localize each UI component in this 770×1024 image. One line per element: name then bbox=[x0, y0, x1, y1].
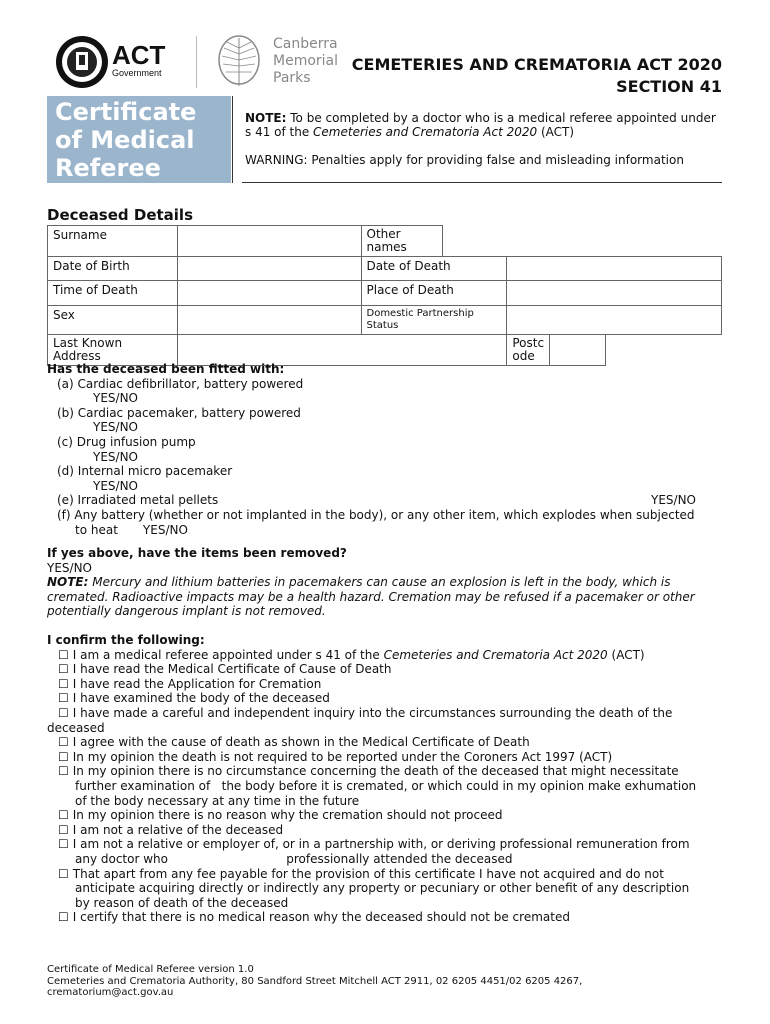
confirm-title: I confirm the following: bbox=[47, 633, 205, 647]
confirm-item bbox=[47, 764, 727, 779]
removed-note: NOTE: Mercury and lithium batteries in pacemakers can cause an explosion is left in the body, which is cremated. Radioactive impacts may be a health hazard. Cremation may be refused if a pacemaker or other potentially dangerous implant is not removed. bbox=[47, 575, 695, 619]
cert-title-line-2: of Medical bbox=[55, 126, 195, 154]
checkbox-icon[interactable]: ☐ bbox=[58, 691, 69, 706]
confirm-item-cont: by reason of death of the deceased bbox=[75, 895, 289, 910]
confirm-item-cont: anticipate acquiring directly or indirectly any property or pecuniary or other benefit of any description bbox=[75, 881, 690, 896]
fitted-item-e-answer[interactable]: YES/NO bbox=[651, 493, 696, 508]
fitted-item-f-cont: to heat YES/NO bbox=[75, 522, 188, 537]
act-logo-sub: Government bbox=[112, 68, 162, 78]
confirm-item-text: I am not a relative of the deceased bbox=[72, 822, 284, 837]
confirm-item-text: I have read the Application for Cremation bbox=[72, 676, 322, 691]
confirm-item-text: I have made a careful and independent inquiry into the circumstances surrounding the death of the bbox=[72, 705, 673, 720]
footer-line-1: Certificate of Medical Referee version 1.0 bbox=[47, 964, 254, 975]
confirm-item-text: I agree with the cause of death as shown in the Medical Certificate of Death bbox=[72, 735, 530, 750]
address-end bbox=[606, 335, 722, 366]
confirm-item-cont: deceased bbox=[47, 720, 105, 735]
tod-field[interactable] bbox=[177, 281, 361, 306]
title-overlap bbox=[300, 50, 370, 76]
checkbox-icon[interactable]: ☐ bbox=[58, 662, 69, 677]
postcode-label: Postcode bbox=[507, 335, 550, 366]
confirm-item bbox=[47, 677, 727, 692]
removed-answer[interactable]: YES/NO bbox=[47, 560, 92, 575]
dob-label: Date of Birth bbox=[48, 257, 178, 281]
footer-line-3: crematorium@act.gov.au bbox=[47, 987, 174, 998]
confirm-item-text: I am a medical referee appointed under s 41 of the bbox=[72, 647, 384, 662]
act-title-line-2: SECTION 41 bbox=[616, 77, 722, 96]
sex-label: Sex bbox=[48, 306, 178, 335]
confirm-section bbox=[47, 633, 727, 925]
act-title bbox=[352, 54, 722, 98]
confirm-item-text: In my opinion the death is not required to be reported under the Coroners Act 1997 (ACT) bbox=[72, 749, 613, 764]
header-notes bbox=[242, 96, 722, 183]
checkbox-icon[interactable]: ☐ bbox=[58, 808, 69, 823]
confirm-item-text: I have read the Medical Certificate of Cause of Death bbox=[72, 662, 392, 677]
confirm-item bbox=[47, 706, 727, 721]
confirm-item bbox=[47, 867, 727, 882]
checkbox-icon[interactable]: ☐ bbox=[58, 764, 69, 779]
dob-field[interactable] bbox=[177, 257, 361, 281]
pod-label: Place of Death bbox=[361, 281, 507, 306]
dod-label: Date of Death bbox=[361, 257, 507, 281]
confirm-item-text: In my opinion there is no circumstance concerning the death of the deceased that might necessitate bbox=[72, 764, 679, 779]
sex-field[interactable] bbox=[177, 306, 361, 335]
fitted-item-c-answer[interactable]: YES/NO bbox=[93, 449, 138, 464]
fitted-item-c: (c) Drug infusion pump bbox=[57, 434, 196, 449]
checkbox-icon[interactable]: ☐ bbox=[58, 910, 69, 925]
act-logo-text: ACT bbox=[112, 40, 166, 70]
checkbox-icon[interactable]: ☐ bbox=[58, 822, 69, 837]
fitted-item-f-answer[interactable]: YES/NO bbox=[142, 522, 188, 537]
dps-field[interactable] bbox=[507, 306, 722, 335]
confirm-item-act: Cemeteries and Crematoria Act 2020 bbox=[383, 647, 608, 662]
confirm-item-text: I certify that there is no medical reason why the deceased should not be cremated bbox=[72, 910, 570, 925]
fitted-item-e: (e) Irradiated metal pellets YES/NO bbox=[57, 493, 696, 508]
confirm-item bbox=[47, 910, 727, 925]
cmp-logo-line-3: Parks bbox=[273, 70, 311, 86]
fitted-item-a-answer[interactable]: YES/NO bbox=[93, 391, 138, 406]
checkbox-icon[interactable]: ☐ bbox=[58, 735, 69, 750]
deceased-details-table bbox=[47, 225, 722, 366]
confirm-item bbox=[47, 735, 727, 750]
confirm-item-text: I have examined the body of the deceased bbox=[72, 691, 330, 706]
confirm-item bbox=[47, 750, 727, 765]
surname-field[interactable] bbox=[177, 226, 361, 257]
header-divider bbox=[232, 96, 233, 183]
confirm-item bbox=[47, 808, 727, 823]
other-names-label: Other names bbox=[361, 226, 443, 257]
cmp-logo-line-1: Canberra bbox=[273, 36, 338, 52]
confirm-item bbox=[47, 837, 727, 852]
removed-section bbox=[47, 546, 727, 619]
confirm-item-cont: further examination of the body before it is cremated, or which could in my opinion make exhumation bbox=[75, 778, 697, 793]
tod-label: Time of Death bbox=[48, 281, 178, 306]
footer-line-2: Cemeteries and Crematoria Authority, 80 Sandford Street Mitchell ACT 2911, 02 6205 4451/02 6205 4267, bbox=[47, 975, 583, 987]
checkbox-icon[interactable]: ☐ bbox=[58, 705, 69, 720]
cmp-logo-line-2: Memorial bbox=[273, 53, 339, 69]
checkbox-icon[interactable]: ☐ bbox=[58, 837, 69, 852]
fitted-section bbox=[47, 362, 727, 537]
logo-divider bbox=[196, 36, 197, 88]
fitted-item-b-answer[interactable]: YES/NO bbox=[93, 420, 138, 435]
checkbox-icon[interactable]: ☐ bbox=[58, 749, 69, 764]
postcode-field[interactable] bbox=[550, 335, 606, 366]
checkbox-icon[interactable]: ☐ bbox=[58, 647, 69, 662]
checkbox-icon[interactable]: ☐ bbox=[58, 866, 69, 881]
other-names-field[interactable] bbox=[443, 226, 722, 257]
fitted-item-a: (a) Cardiac defibrillator, battery powered bbox=[57, 376, 304, 391]
act-title-line-1: CEMETERIES AND CREMATORIA ACT 2020 bbox=[351, 55, 722, 74]
address-field[interactable] bbox=[177, 335, 506, 366]
confirm-item bbox=[47, 662, 727, 677]
fitted-item-d-answer[interactable]: YES/NO bbox=[93, 478, 138, 493]
header-note: NOTE: To be completed by a doctor who is a medical referee appointed under s 41 of the Cemeteries and Crematoria Act 2020 (ACT) bbox=[245, 111, 716, 139]
act-crest-icon bbox=[52, 34, 172, 90]
confirm-item-cont: any doctor who professionally attended the deceased bbox=[75, 851, 513, 866]
fitted-item-f: (f) Any battery (whether or not implanted in the body), or any other item, which explodes when subjected bbox=[57, 507, 695, 522]
confirm-item-text: That apart from any fee payable for the provision of this certificate I have not acquired and do not bbox=[72, 866, 664, 881]
header-warning: WARNING: Penalties apply for providing false and misleading information bbox=[245, 153, 684, 167]
confirm-item bbox=[47, 691, 727, 706]
surname-label: Surname bbox=[48, 226, 178, 257]
dod-field[interactable] bbox=[507, 257, 722, 281]
confirm-item-tail: (ACT) bbox=[607, 647, 645, 662]
confirm-list bbox=[47, 648, 727, 925]
fitted-item-d: (d) Internal micro pacemaker bbox=[57, 464, 233, 479]
fitted-title: Has the deceased been fitted with: bbox=[47, 362, 285, 376]
checkbox-icon[interactable]: ☐ bbox=[58, 676, 69, 691]
pod-field[interactable] bbox=[507, 281, 722, 306]
certificate-title-box bbox=[47, 96, 231, 183]
confirm-item-cont: of the body necessary at any time in the future bbox=[75, 793, 360, 808]
confirm-item-text: In my opinion there is no reason why the cremation should not proceed bbox=[72, 808, 503, 823]
confirm-item bbox=[47, 823, 727, 838]
confirm-item bbox=[47, 648, 727, 663]
cert-title-line-1: Certificate bbox=[55, 98, 197, 126]
act-government-logo bbox=[52, 34, 172, 90]
fitted-item-b: (b) Cardiac pacemaker, battery powered bbox=[57, 405, 301, 420]
footer bbox=[47, 964, 582, 999]
removed-title: If yes above, have the items been removed? bbox=[47, 546, 347, 560]
deceased-details-title: Deceased Details bbox=[47, 206, 194, 224]
cert-title-line-3: Referee bbox=[55, 154, 161, 182]
dps-label: Domestic Partnership Status bbox=[361, 306, 507, 335]
confirm-item-text: I am not a relative or employer of, or in a partnership with, or deriving professional remuneration from bbox=[72, 837, 690, 852]
address-label: Last Known Address bbox=[48, 335, 178, 366]
